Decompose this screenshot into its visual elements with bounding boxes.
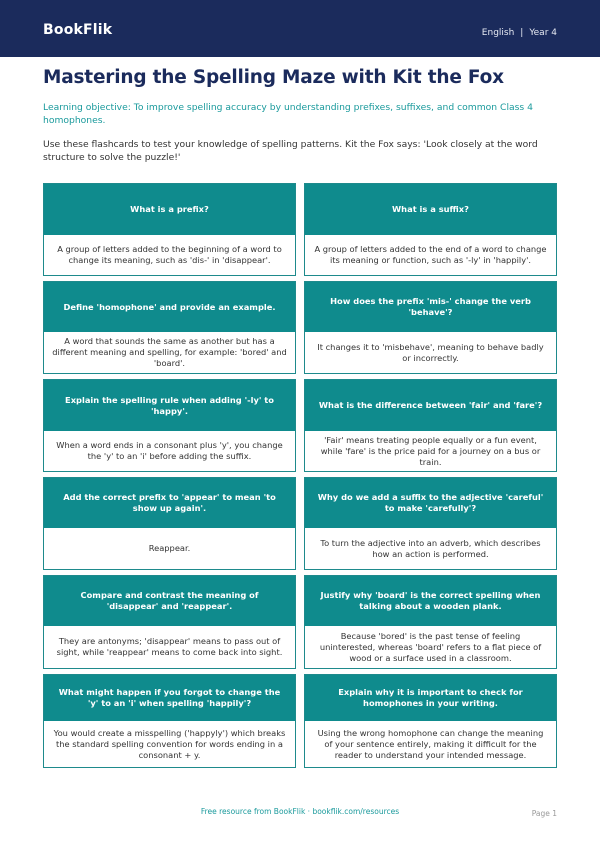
flashcard-question: What might happen if you forgot to change the 'y' to an 'i' when spelling 'happily'? <box>44 675 295 721</box>
flashcard[interactable] <box>43 575 296 669</box>
flashcard-answer: A group of letters added to the beginning of a word to change its meaning, such as 'dis-' in 'disappear'. <box>44 235 295 275</box>
flashcard-answer: Reappear. <box>44 528 295 569</box>
flashcard[interactable] <box>304 575 557 669</box>
flashcard[interactable] <box>304 183 557 276</box>
flashcard[interactable] <box>43 183 296 276</box>
flashcard-question: Define 'homophone' and provide an example. <box>44 282 295 332</box>
header-bar <box>0 0 600 57</box>
flashcard-answer: Using the wrong homophone can change the meaning of your sentence entirely, making it difficult for the reader to understand your intended message. <box>305 721 556 767</box>
year-label: Year 4 <box>529 28 557 38</box>
intro-text: Use these flashcards to test your knowledge of spelling patterns. Kit the Fox says: 'Look closely at the word structure to solve the puzzle!' <box>43 139 538 163</box>
flashcard-question: What is the difference between 'fair' and 'fare'? <box>305 380 556 431</box>
flashcard[interactable] <box>43 477 296 570</box>
flashcard-answer: They are antonyms; 'disappear' means to pass out of sight, while 'reappear' means to come back into sight. <box>44 626 295 668</box>
flashcard[interactable] <box>43 674 296 768</box>
flashcard-question: Explain why it is important to check for homophones in your writing. <box>305 675 556 721</box>
flashcard[interactable] <box>304 674 557 768</box>
learning-objective: Learning objective: To improve spelling accuracy by understanding prefixes, suffixes, and common Class 4 homophones. <box>43 102 533 126</box>
breadcrumb <box>482 28 557 38</box>
flashcard-answer: It changes it to 'misbehave', meaning to behave badly or incorrectly. <box>305 332 556 373</box>
subject-label: English <box>481 28 515 38</box>
flashcard-question: Explain the spelling rule when adding '-ly' to 'happy'. <box>44 380 295 431</box>
breadcrumb-separator: | <box>520 28 524 38</box>
flashcard-answer: When a word ends in a consonant plus 'y', you change the 'y' to an 'i' before adding the suffix. <box>44 431 295 471</box>
flashcard[interactable] <box>304 477 557 570</box>
flashcard[interactable] <box>304 379 557 472</box>
flashcard-answer: A word that sounds the same as another but has a different meaning and spelling, for example: 'bored' and 'board'. <box>44 332 295 373</box>
page-number: Page 1 <box>531 809 557 818</box>
page-title: Mastering the Spelling Maze with Kit the Fox <box>43 67 504 88</box>
flashcard-question: Justify why 'board' is the correct spelling when talking about a wooden plank. <box>305 576 556 626</box>
flashcard-question: Why do we add a suffix to the adjective 'careful' to make 'carefully'? <box>305 478 556 528</box>
flashcard-question: What is a suffix? <box>305 184 556 235</box>
brand-logo[interactable]: BookFlik <box>43 22 113 38</box>
flashcard-answer: 'Fair' means treating people equally or a fun event, while 'fare' is the price paid for a journey on a bus or train. <box>305 431 556 471</box>
flashcard[interactable] <box>304 281 557 374</box>
flashcard-answer: A group of letters added to the end of a word to change its meaning or function, such as '-ly' in 'happily'. <box>305 235 556 275</box>
footer-link[interactable]: Free resource from BookFlik · bookflik.com/resources <box>200 807 400 816</box>
flashcard-answer: You would create a misspelling ('happyly') which breaks the standard spelling convention for words ending in a consonant + y. <box>44 721 295 767</box>
flashcard-question: What is a prefix? <box>44 184 295 235</box>
flashcard-answer: Because 'bored' is the past tense of feeling uninterested, whereas 'board' refers to a flat piece of wood or a surface used in a classroom. <box>305 626 556 668</box>
flashcard-question: Add the correct prefix to 'appear' to mean 'to show up again'. <box>44 478 295 528</box>
flashcard-question: How does the prefix 'mis-' change the verb 'behave'? <box>305 282 556 332</box>
flashcard[interactable] <box>43 379 296 472</box>
flashcard-answer: To turn the adjective into an adverb, which describes how an action is performed. <box>305 528 556 569</box>
flashcard-question: Compare and contrast the meaning of 'disappear' and 'reappear'. <box>44 576 295 626</box>
flashcard[interactable] <box>43 281 296 374</box>
